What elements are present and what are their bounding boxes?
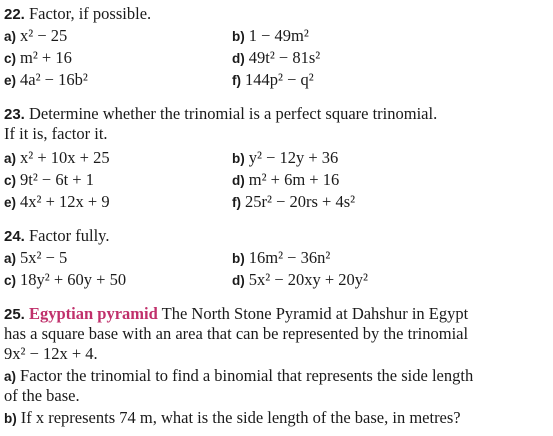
q22-item-e bbox=[4, 70, 88, 91]
part-text: If x represents 74 m, what is the side length of the base, in metres? bbox=[20, 408, 461, 427]
item-label: a) bbox=[4, 151, 17, 166]
q22-item-f bbox=[232, 70, 314, 91]
item-expression: 5x² − 20xy + 20y² bbox=[248, 270, 369, 289]
q24-item-b bbox=[232, 248, 330, 269]
q25-part-a bbox=[4, 366, 473, 387]
q25-header bbox=[4, 304, 468, 325]
item-expression: 4x² + 12x + 9 bbox=[20, 192, 110, 211]
item-label: e) bbox=[4, 73, 17, 88]
item-expression: 4a² − 16b² bbox=[20, 70, 88, 89]
item-label: d) bbox=[232, 51, 245, 66]
q25-part-b bbox=[4, 408, 461, 429]
item-expression: m² + 16 bbox=[20, 48, 72, 67]
q23-header bbox=[4, 104, 437, 125]
part-label: a) bbox=[4, 369, 17, 384]
item-label: c) bbox=[4, 273, 17, 288]
item-expression: 1 − 49m² bbox=[248, 26, 309, 45]
q22-item-d bbox=[232, 48, 320, 69]
question-prompt: Determine whether the trinomial is a perfect square trinomial. bbox=[28, 104, 438, 123]
item-expression: x² + 10x + 25 bbox=[20, 148, 110, 167]
q22-item-a bbox=[4, 26, 67, 47]
item-label: a) bbox=[4, 29, 17, 44]
q23-item-e bbox=[4, 192, 110, 213]
part-text: Factor the trinomial to find a binomial that represents the side length bbox=[20, 366, 474, 385]
q23-prompt-line2: If it is, factor it. bbox=[4, 124, 108, 143]
part-label: b) bbox=[4, 411, 17, 426]
q24-item-a bbox=[4, 248, 67, 269]
item-expression: 144p² − q² bbox=[245, 70, 314, 89]
item-label: c) bbox=[4, 51, 17, 66]
item-label: d) bbox=[232, 173, 245, 188]
q25-line2: has a square base with an area that can be represented by the trinomial bbox=[4, 324, 469, 343]
item-expression: 16m² − 36n² bbox=[248, 248, 331, 267]
question-prompt: Factor fully. bbox=[28, 226, 110, 245]
q23-item-b bbox=[232, 148, 338, 169]
question-prompt: Factor, if possible. bbox=[28, 4, 152, 23]
item-label: b) bbox=[232, 29, 245, 44]
question-number: 25. bbox=[4, 306, 25, 323]
q25-part-a-line2: of the base. bbox=[4, 386, 80, 405]
question-text: The North Stone Pyramid at Dahshur in Egypt bbox=[161, 304, 469, 323]
item-label: e) bbox=[4, 195, 17, 210]
item-label: b) bbox=[232, 251, 245, 266]
q23-item-c bbox=[4, 170, 94, 191]
question-number: 22. bbox=[4, 6, 25, 23]
item-expression: 25r² − 20rs + 4s² bbox=[245, 192, 356, 211]
q22-item-b bbox=[232, 26, 309, 47]
item-label: c) bbox=[4, 173, 17, 188]
question-number: 24. bbox=[4, 228, 25, 245]
item-label: f) bbox=[232, 195, 241, 210]
item-label: b) bbox=[232, 151, 245, 166]
q22-header bbox=[4, 4, 151, 25]
item-expression: 5x² − 5 bbox=[20, 248, 68, 267]
item-label: f) bbox=[232, 73, 241, 88]
q24-header bbox=[4, 226, 109, 247]
q23-item-d bbox=[232, 170, 339, 191]
item-expression: 49t² − 81s² bbox=[248, 48, 321, 67]
item-label: a) bbox=[4, 251, 17, 266]
q24-item-d bbox=[232, 270, 368, 291]
question-number: 23. bbox=[4, 106, 25, 123]
q25-line3: 9x² − 12x + 4. bbox=[4, 344, 98, 363]
item-expression: 18y² + 60y + 50 bbox=[20, 270, 127, 289]
item-label: d) bbox=[232, 273, 245, 288]
q23-item-f bbox=[232, 192, 355, 213]
item-expression: 9t² − 6t + 1 bbox=[20, 170, 94, 189]
item-expression: y² − 12y + 36 bbox=[248, 148, 339, 167]
item-expression: x² − 25 bbox=[20, 26, 68, 45]
q24-item-c bbox=[4, 270, 126, 291]
q22-item-c bbox=[4, 48, 72, 69]
q23-item-a bbox=[4, 148, 110, 169]
item-expression: m² + 6m + 16 bbox=[248, 170, 340, 189]
question-title: Egyptian pyramid bbox=[28, 304, 158, 323]
